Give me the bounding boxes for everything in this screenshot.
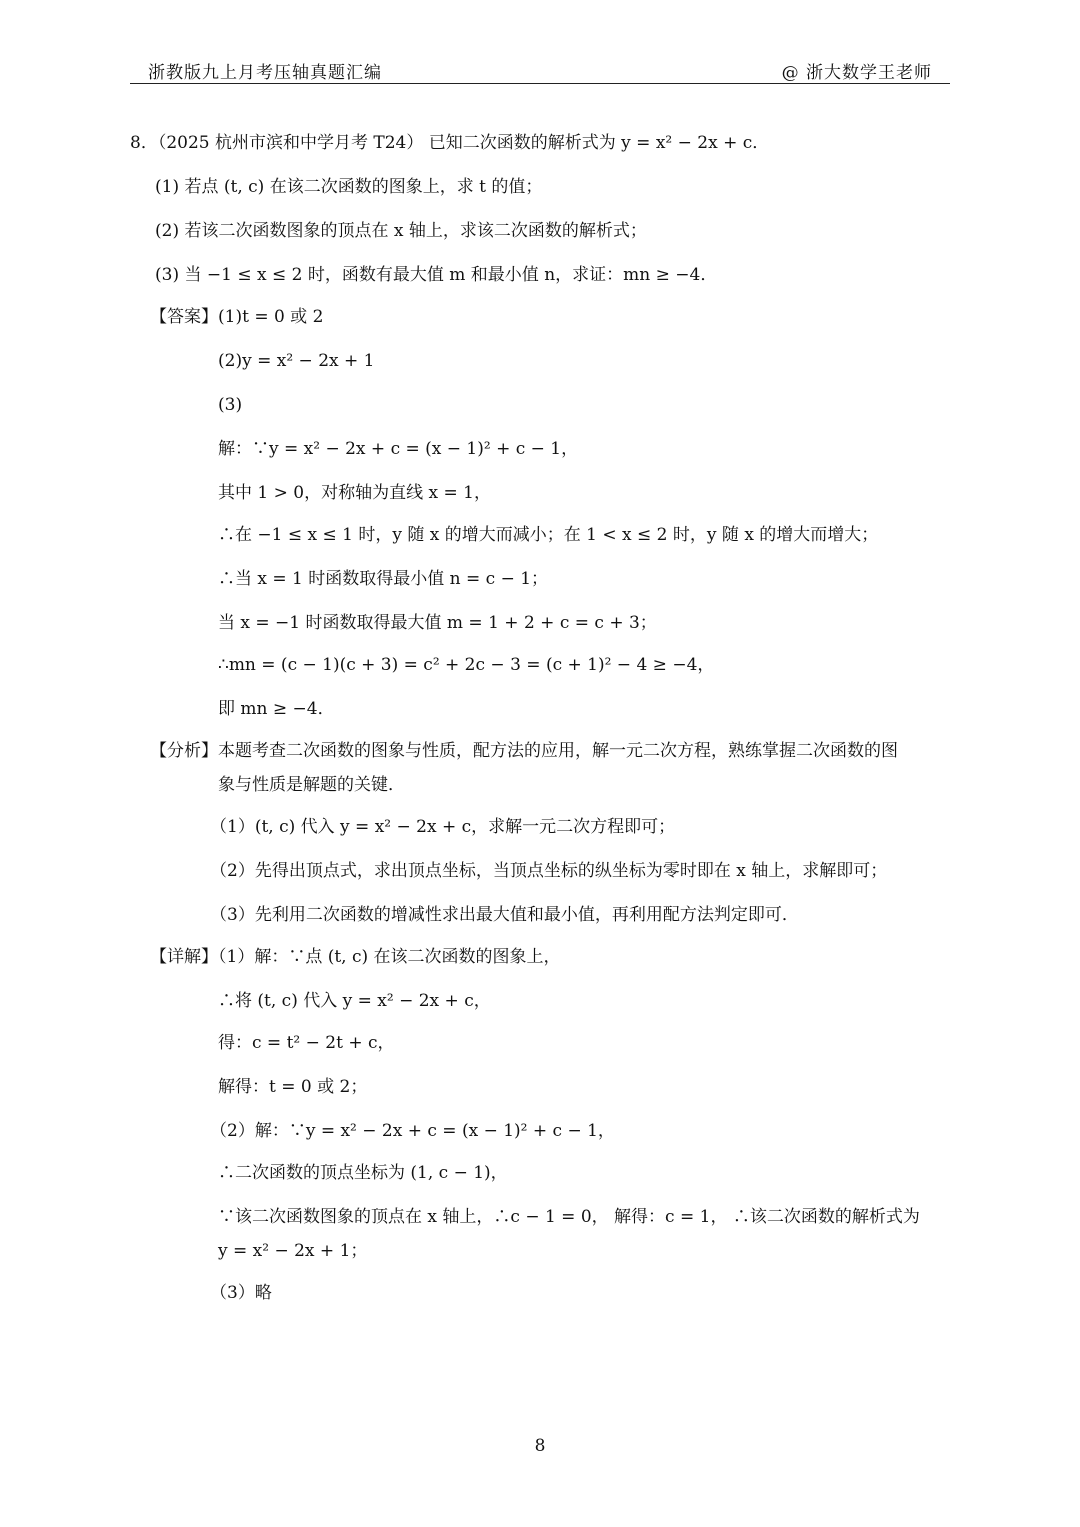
text-line: （1）(t, c) 代入 y = x² − 2x + c，求解一元二次方程即可； [210,817,676,837]
text-line: ∵该二次函数图象的顶点在 x 轴上，∴c − 1 = 0， 解得：c = 1， ∴该二次函数的解析式为 [218,1207,920,1227]
text-line: (3) [218,395,243,415]
text-line: （2）先得出顶点式，求出顶点坐标，当顶点坐标的纵坐标为零时即在 x 轴上，求解即可； [210,861,888,881]
text-line: ∴二次函数的顶点坐标为 (1, c − 1)， [218,1163,508,1183]
page-number: 8 [534,1436,546,1456]
text-line: (1) 若点 (t, c) 在该二次函数的图象上，求 t 的值； [155,177,543,197]
text-line: 即 mn ≥ −4． [218,699,335,719]
text-line: ∴当 x = 1 时函数取得最小值 n = c − 1； [218,569,549,589]
text-line: （3）略 [210,1283,272,1303]
text-line: 【分析】本题考查二次函数的图象与性质，配方法的应用，解一元二次方程，熟练掌握二次函数的图 [150,741,898,761]
header-divider [130,83,950,84]
text-line: （2）解：∵y = x² − 2x + c = (x − 1)² + c − 1， [210,1121,615,1141]
text-line: 8．（2025 杭州市滨和中学月考 T24） 已知二次函数的解析式为 y = x² − 2x + c． [130,133,770,153]
text-line: 【详解】（1）解：∵点 (t, c) 在该二次函数的图象上， [150,947,561,967]
text-line: 解：∵y = x² − 2x + c = (x − 1)² + c − 1， [218,439,579,459]
text-line: 得：c = t² − 2t + c， [218,1033,395,1053]
text-line: 【答案】(1)t = 0 或 2 [150,307,324,327]
text-line: ∴mn = (c − 1)(c + 3) = c² + 2c − 3 = (c + 1)² − 4 ≥ −4， [218,655,715,675]
text-line: 当 x = −1 时函数取得最大值 m = 1 + 2 + c = c + 3； [218,613,657,633]
page-header [130,58,950,86]
header-author: @ 浙大数学王老师 [781,63,932,83]
text-line: (3) 当 −1 ≤ x ≤ 2 时，函数有最大值 m 和最小值 n，求证：mn ≥ −4． [155,265,718,285]
text-line: （3）先利用二次函数的增减性求出最大值和最小值，再利用配方法判定即可． [210,905,799,925]
text-line: 其中 1 > 0，对称轴为直线 x = 1， [218,483,491,503]
text-line: 解得：t = 0 或 2； [218,1077,368,1097]
text-line: (2)y = x² − 2x + 1 [218,351,375,371]
text-line: y = x² − 2x + 1； [218,1241,368,1261]
text-line: 象与性质是解题的关键． [218,775,405,795]
header-title: 浙教版九上月考压轴真题汇编 [148,63,382,83]
text-line: (2) 若该二次函数图象的顶点在 x 轴上，求该二次函数的解析式； [155,221,647,241]
text-line: ∴在 −1 ≤ x ≤ 1 时，y 随 x 的增大而减小；在 1 < x ≤ 2 时，y 随 x 的增大而增大； [218,525,879,545]
text-line: ∴将 (t, c) 代入 y = x² − 2x + c， [218,991,491,1011]
